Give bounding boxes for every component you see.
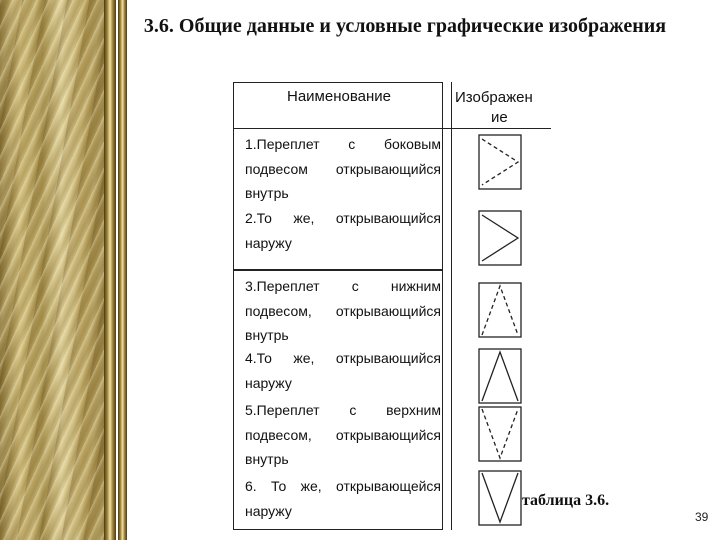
table-row: 3.Переплет с нижним подвесом, открывающийся внутрь bbox=[245, 278, 441, 343]
table-row: 1.Переплет с боковым подвесом открывающийся внутрь bbox=[245, 136, 441, 201]
table-border-bottom bbox=[233, 529, 443, 530]
header-image-line1: Изображен bbox=[455, 89, 533, 106]
side-hung-outward-icon bbox=[478, 210, 522, 266]
table-row: 2.То же, открывающийся наружу bbox=[245, 210, 441, 251]
table-caption: таблица 3.6. bbox=[522, 492, 610, 509]
table-row: 5.Переплет с верхним подвесом, открывающийся внутрь bbox=[245, 402, 441, 467]
conventions-table bbox=[233, 82, 551, 530]
side-hung-inward-icon bbox=[478, 134, 522, 190]
table-row: 4.То же, открывающийся наружу bbox=[245, 350, 441, 391]
header-name: Наименование bbox=[287, 88, 391, 105]
slide-title: 3.6. Общие данные и условные графические изображения bbox=[143, 15, 667, 37]
decorative-rod-inner bbox=[118, 0, 127, 540]
bottom-hung-inward-icon bbox=[478, 282, 522, 338]
table-divider-inner bbox=[451, 82, 452, 530]
table-header-divider bbox=[233, 128, 551, 129]
header-image bbox=[455, 88, 533, 128]
decorative-side-band bbox=[0, 0, 112, 540]
bottom-hung-outward-icon bbox=[478, 348, 522, 404]
table-group-divider bbox=[233, 269, 443, 271]
table-divider-middle bbox=[442, 82, 443, 530]
page-number: 39 bbox=[695, 510, 709, 524]
top-hung-inward-icon bbox=[478, 406, 522, 462]
table-border-top bbox=[233, 82, 443, 83]
header-image-line2: ие bbox=[491, 109, 508, 126]
decorative-rod bbox=[104, 0, 116, 540]
table-row: 6. То же, открывающейся наружу bbox=[245, 478, 441, 519]
top-hung-outward-icon bbox=[478, 470, 522, 526]
table-border-left bbox=[233, 82, 234, 530]
